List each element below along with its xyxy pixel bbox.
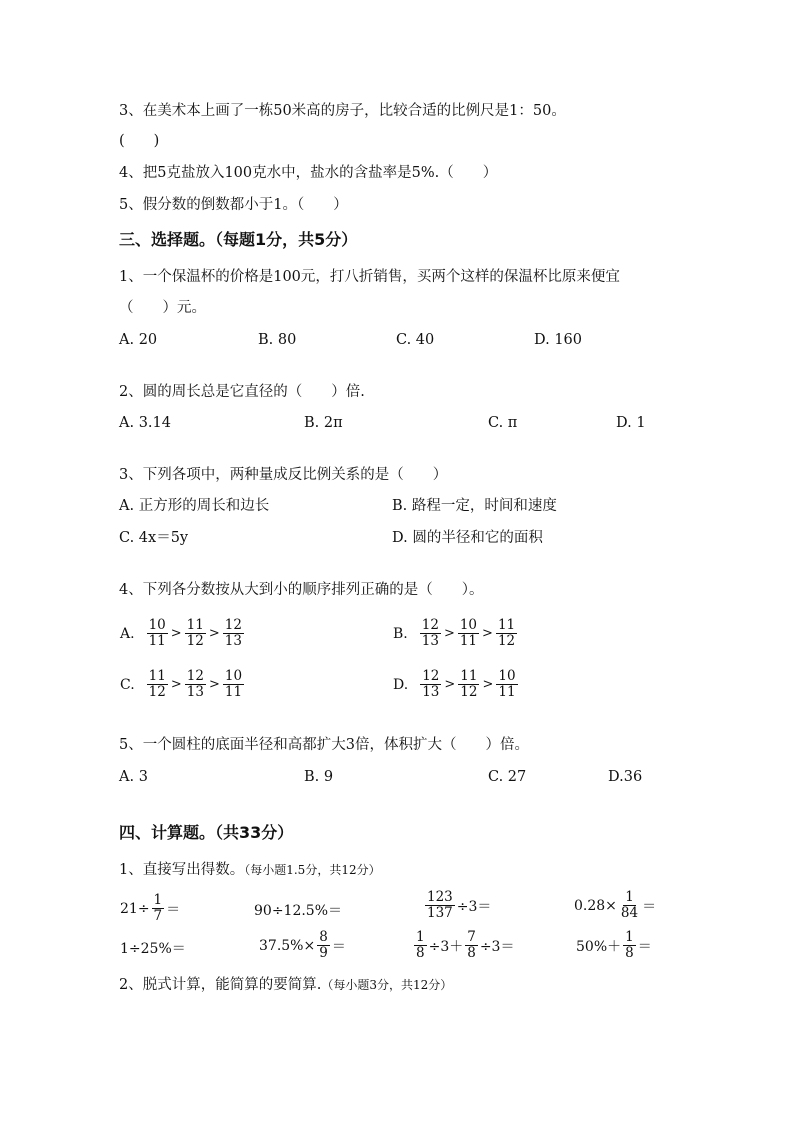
fraction: $\frac{7}{8}$	[467, 929, 476, 961]
calc-expression-7: $\frac{1}{8}$ ÷3＋ $\frac{7}{8}$ ÷3＝	[416, 929, 515, 961]
choice-q3-option-a: A. 正方形的周长和边长	[119, 498, 270, 514]
fraction: $\frac{1}{7}$	[153, 892, 163, 924]
calc-expression-3: $\frac{123}{137}$ ÷3＝	[427, 889, 492, 921]
choice-q2-option-b: B. 2π	[304, 415, 343, 431]
choice-q5-option-b: B. 9	[304, 769, 334, 785]
choice-q4-option-b: B. $\frac{12}{13}$ > $\frac{10}{11}$ > $\frac{11}{12}$	[393, 617, 516, 649]
choice-q5-stem: 5、一个圆柱的底面半径和高都扩大3倍，体积扩大（ ）倍。	[119, 737, 529, 753]
choice-q1-stem-line2: （ ）元。	[119, 300, 206, 316]
fraction: $\frac{10}{11}$	[498, 668, 516, 700]
calc-q2-stem: 2、脱式计算，能简算的要简算.（每小题3分，共12分）	[119, 977, 453, 993]
fraction: $\frac{8}{9}$	[319, 929, 328, 961]
calc-expression-1: 21÷ $\frac{1}{7}$ ＝	[120, 892, 181, 924]
fraction: $\frac{10}{11}$	[148, 617, 166, 649]
choice-q2-option-d: D. 1	[616, 415, 646, 431]
choice-q3-option-d: D. 圆的半径和它的面积	[392, 530, 543, 546]
choice-q5-option-a: A. 3	[119, 769, 148, 785]
choice-q1-option-d: D. 160	[534, 332, 583, 348]
judge-question-3-answer-paren: ( )	[119, 133, 160, 149]
choice-q4-option-a: A. $\frac{10}{11}$ > $\frac{11}{12}$ > $\frac{12}{13}$	[120, 617, 242, 649]
section-4-title: 四、计算题。（共33分）	[119, 823, 294, 842]
choice-q5-option-d: D.36	[608, 769, 643, 785]
fraction: $\frac{12}{13}$	[224, 617, 242, 649]
judge-question-5: 5、假分数的倒数都小于1。（ ）	[119, 197, 348, 213]
choice-q4-stem: 4、下列各分数按从大到小的顺序排列正确的是（ ）。	[119, 582, 484, 598]
fraction: $\frac{1}{84}$	[620, 889, 639, 921]
choice-q3-option-b: B. 路程一定，时间和速度	[392, 498, 557, 514]
fraction: $\frac{12}{13}$	[422, 668, 440, 700]
fraction: $\frac{1}{8}$	[625, 929, 634, 961]
option-label: B.	[393, 625, 408, 642]
calc-expression-8: 50%＋ $\frac{1}{8}$ ＝	[576, 929, 652, 961]
fraction: $\frac{12}{13}$	[186, 668, 204, 700]
choice-q4-option-d: D. $\frac{12}{13}$ > $\frac{11}{12}$ > $\frac{10}{11}$	[393, 668, 516, 700]
choice-q2-option-a: A. 3.14	[119, 415, 171, 431]
fraction: $\frac{11}{12}$	[460, 668, 478, 700]
fraction: $\frac{10}{11}$	[224, 668, 243, 700]
choice-q4-option-c: C. $\frac{11}{12}$ > $\frac{12}{13}$ > $\frac{10}{11}$	[120, 668, 243, 700]
choice-q3-stem: 3、下列各项中，两种量成反比例关系的是（ ）	[119, 467, 448, 483]
choice-q1-option-a: A. 20	[119, 332, 158, 348]
calc-expression-6: 37.5%× $\frac{8}{9}$ ＝	[259, 929, 346, 961]
calc-expression-4: 0.28× $\frac{1}{84}$ ＝	[574, 889, 657, 921]
section-3-title: 三、选择题。（每题1分，共5分）	[119, 230, 358, 249]
calc-q1-stem: 1、直接写出得数。（每小题1.5分，共12分）	[119, 862, 381, 878]
choice-q1-option-c: C. 40	[396, 332, 435, 348]
choice-q2-option-c: C. π	[488, 415, 518, 431]
fraction: $\frac{11}{12}$	[148, 668, 166, 700]
choice-q3-option-c: C. 4x＝5y	[119, 530, 189, 546]
choice-q1-option-b: B. 80	[258, 332, 297, 348]
fraction: $\frac{11}{12}$	[497, 617, 516, 649]
judge-question-3: 3、在美术本上画了一栋50米高的房子，比较合适的比例尺是1：50。	[119, 103, 566, 119]
choice-q1-stem-line1: 1、一个保温杯的价格是100元，打八折销售，买两个这样的保温杯比原来便宜	[119, 269, 620, 285]
choice-q2-stem: 2、圆的周长总是它直径的（ ）倍.	[119, 384, 365, 400]
option-label: C.	[120, 676, 135, 693]
fraction: $\frac{11}{12}$	[186, 617, 204, 649]
fraction: $\frac{1}{8}$	[416, 929, 425, 961]
judge-question-4: 4、把5克盐放入100克水中，盐水的含盐率是5%.（ ）	[119, 165, 498, 181]
calc-expression-5: 1÷25%＝	[120, 941, 186, 957]
fraction: $\frac{10}{11}$	[459, 617, 478, 649]
fraction: $\frac{12}{13}$	[421, 617, 439, 649]
option-label: D.	[393, 676, 409, 693]
option-label: A.	[120, 625, 135, 642]
calc-expression-2: 90÷12.5%＝	[254, 903, 343, 919]
fraction: $\frac{123}{137}$	[427, 889, 453, 921]
choice-q5-option-c: C. 27	[488, 769, 527, 785]
